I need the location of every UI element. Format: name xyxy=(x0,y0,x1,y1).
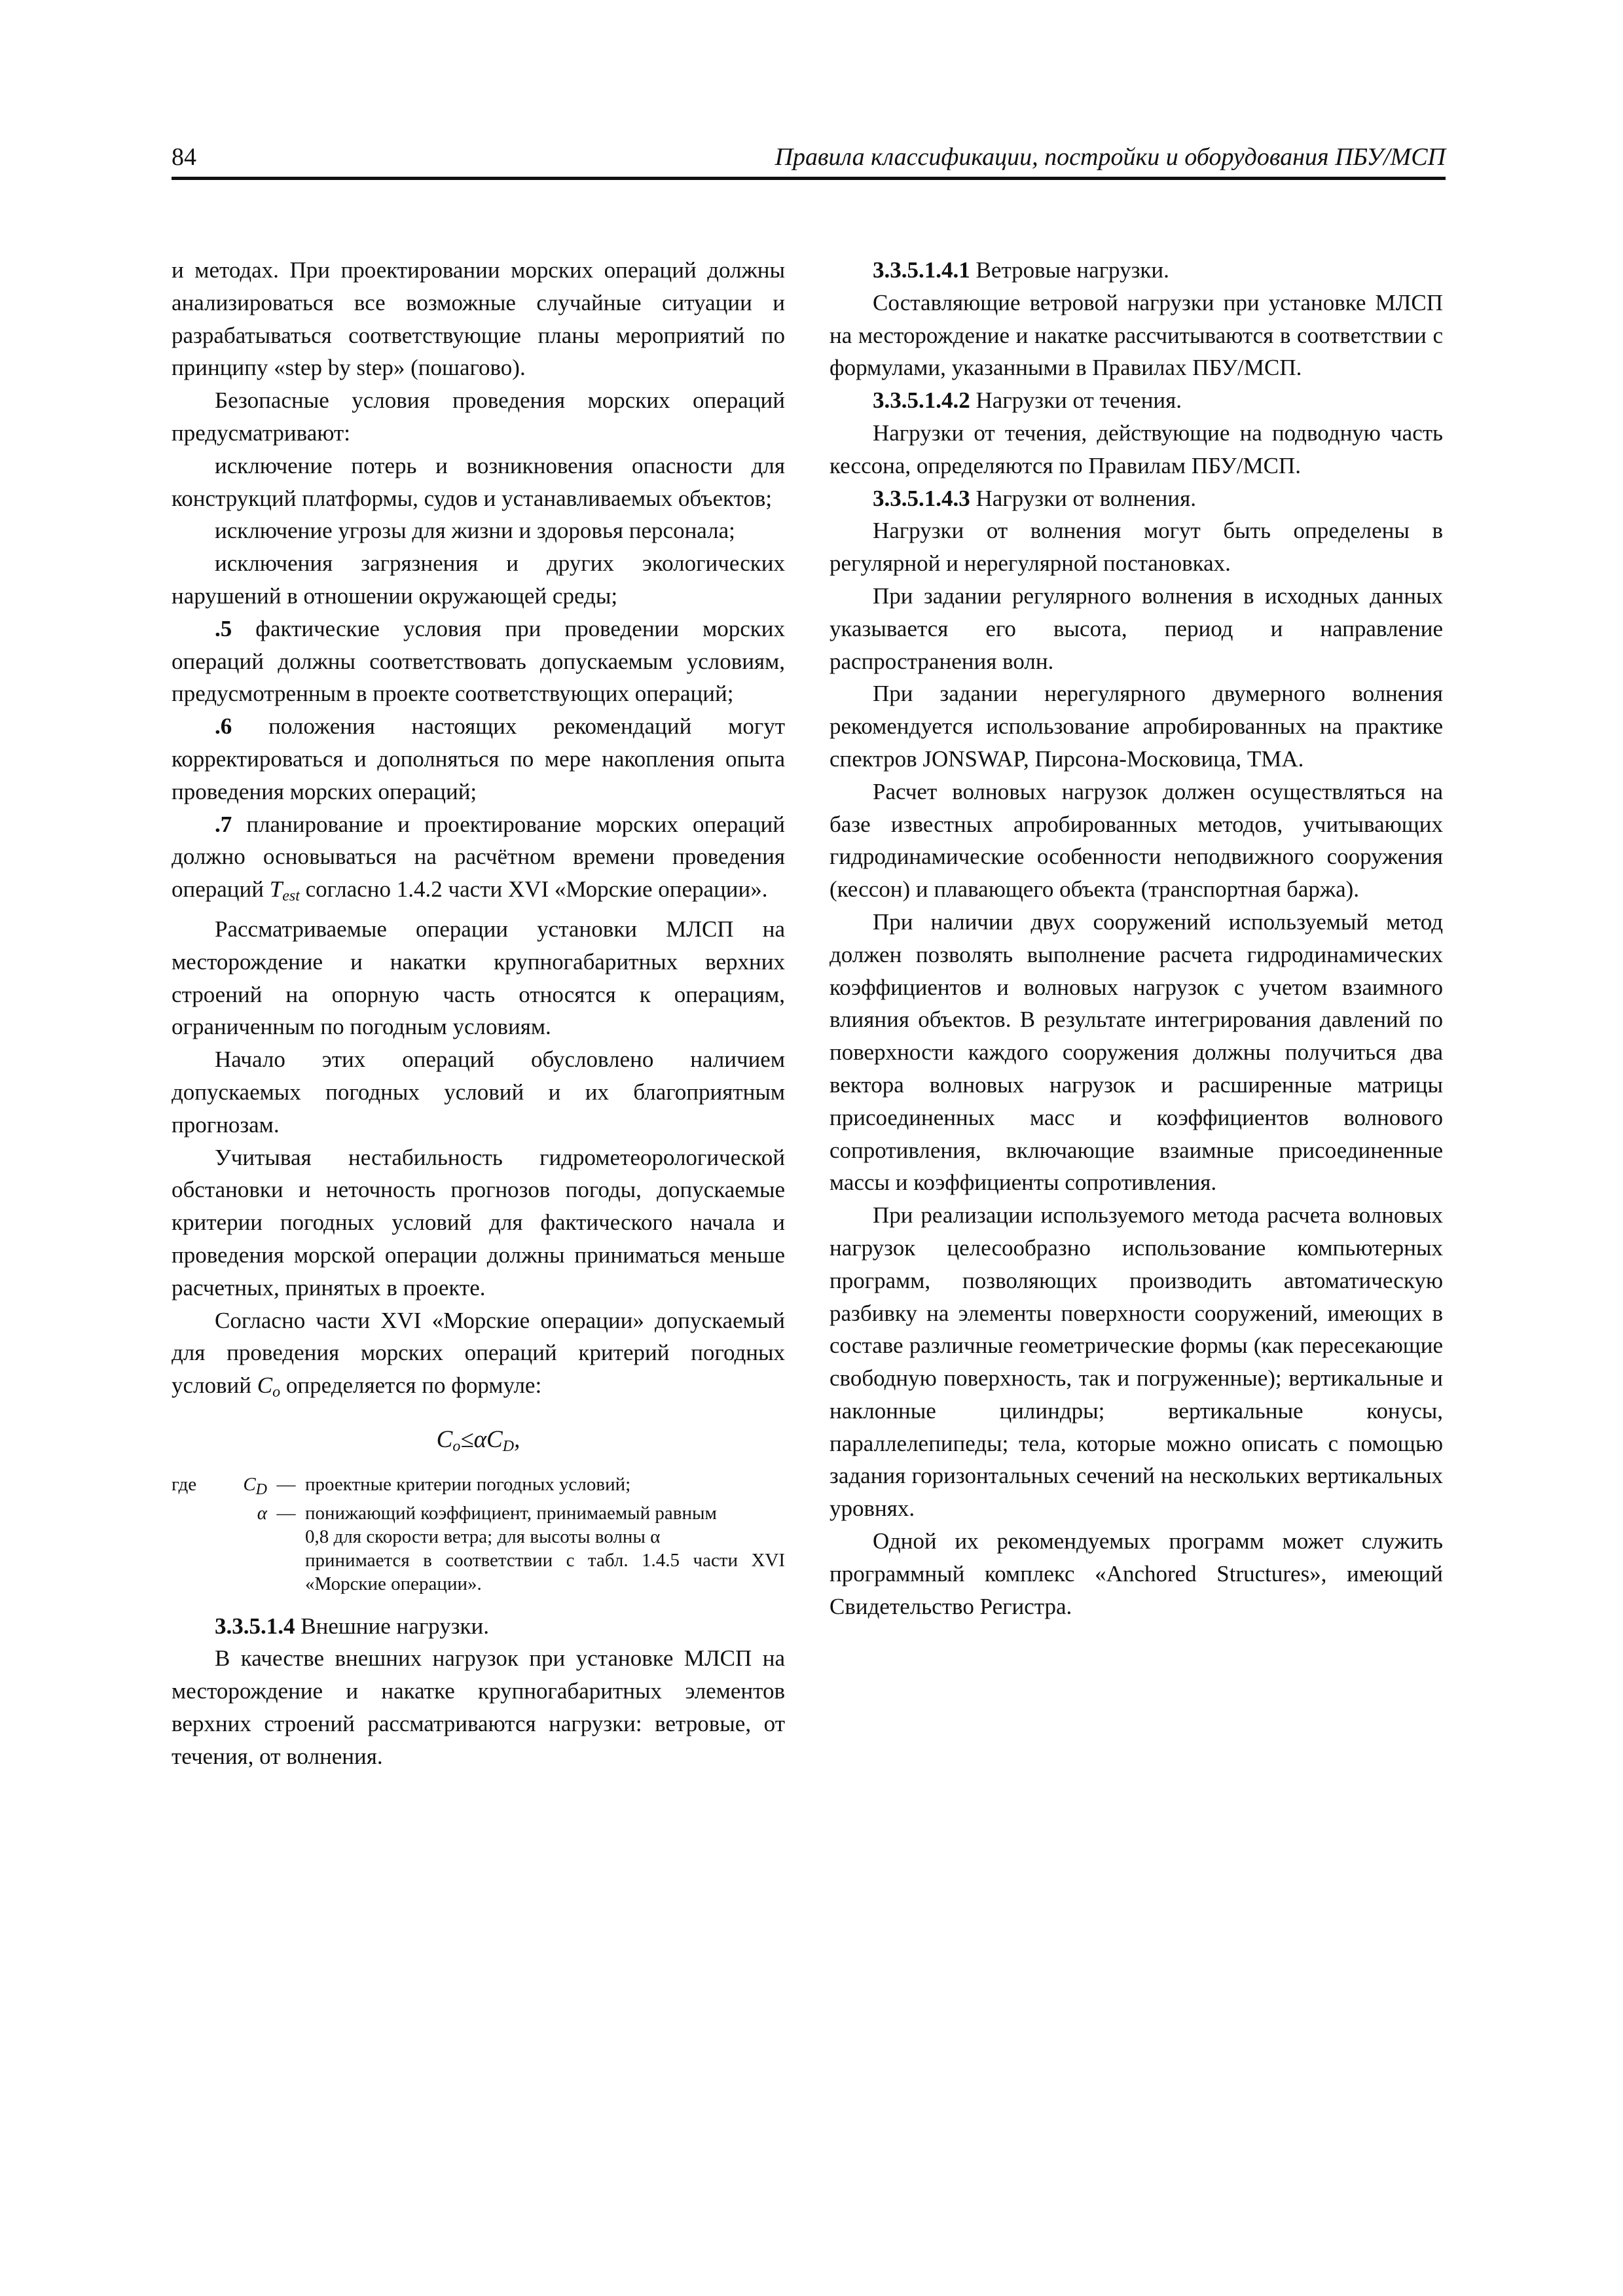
definition-dash: — xyxy=(276,1473,296,1495)
section-heading xyxy=(830,254,1443,287)
time-symbol: T xyxy=(269,876,283,903)
definition-continuation: 0,8 для скорости ветра; для высоты волны α xyxy=(305,1526,661,1547)
formula-rhs: αC xyxy=(473,1426,503,1453)
definition-symbol: α xyxy=(257,1502,267,1524)
definition-continuation: принимается в соответствии с табл. 1.4.5 части XVI «Морские операции». xyxy=(305,1549,785,1594)
where-spacer xyxy=(172,1501,234,1525)
paragraph: Безопасные условия проведения морских операций предусматривают: xyxy=(172,387,785,446)
numbered-item-5 xyxy=(172,613,785,710)
running-title: Правила классификации, постройки и оборудования ПБУ/МСП xyxy=(775,143,1446,171)
item-text: согласно 1.4.2 части XVI «Морские операции». xyxy=(299,876,768,903)
section-title: Ветровые нагрузки. xyxy=(970,257,1169,283)
section-number: 3.3.5.1.4.1 xyxy=(873,257,970,283)
page-header xyxy=(172,139,1446,180)
criterion-subscript: o xyxy=(272,1384,281,1401)
paragraph: При наличии двух сооружений используемый метод должен позволять выполнение расчета гидродинамических коэффициентов и волновых нагрузок с учетом взаимного влияния объектов. В результате интегрирования давлений по поверхности каждого сооружения должны получиться два вектора волновых нагрузок и расширенные матрицы присоединенных масс и коэффициентов волнового сопротивления, включающие взаимные присоединенные массы и коэффициенты сопротивления. xyxy=(830,908,1443,1196)
section-title: Внешние нагрузки. xyxy=(295,1613,490,1639)
paragraph: Нагрузки от течения, действующие на подводную часть кессона, определяются по Правилам ПБУ/МСП. xyxy=(830,420,1443,478)
definition-dash: — xyxy=(276,1502,296,1524)
paragraph xyxy=(172,1304,785,1409)
paragraph: При реализации используемого метода расчета волновых нагрузок целесообразно использование компьютерных программ, позволяющих производить автоматическую разбивку на элементы поверхности сооружений, имеющих в составе различные геометрические формы (как пересекающие свободную поверхность, так и погруженные); вертикальные и наклонные цилиндры; вертикальные конусы, параллелепипеды; тела, которые можно описать с помощью задания горизонтальных сечений на нескольких вертикальных уровнях. xyxy=(830,1202,1443,1522)
paragraph-text: определяется по формуле: xyxy=(280,1372,542,1399)
section-title: Нагрузки от течения. xyxy=(970,387,1182,414)
definition-row xyxy=(172,1501,785,1525)
section-heading xyxy=(830,384,1443,417)
formula-lhs-subscript: o xyxy=(452,1437,461,1455)
paragraph: В качестве внешних нагрузок при установке МЛСП на месторождение и накатке крупногабаритных элементов верхних строений рассматриваются нагрузки: ветровые, от течения, от волнения. xyxy=(172,1645,785,1769)
section-heading xyxy=(172,1610,785,1643)
definition-symbol xyxy=(234,1473,267,1501)
page-number: 84 xyxy=(172,143,196,171)
paragraph: Расчет волновых нагрузок должен осуществляться на базе известных апробированных методов, учитывающих гидродинамические особенности неподвижного сооружения (кессон) и плавающего объекта (транспортная баржа). xyxy=(830,778,1443,903)
left-column xyxy=(172,254,785,1773)
paragraph: Начало этих операций обусловлено наличием допускаемых погодных условий и их благоприятным прогнозам. xyxy=(172,1047,785,1138)
list-item: исключение угрозы для жизни и здоровья персонала; xyxy=(215,518,735,544)
time-subscript: est xyxy=(282,888,300,905)
numbered-item-6 xyxy=(172,710,785,808)
paragraph: Нагрузки от волнения могут быть определены в регулярной и нерегулярной постановках. xyxy=(830,518,1443,577)
section-number: 3.3.5.1.4.3 xyxy=(873,485,970,511)
numbered-item-7 xyxy=(172,808,785,913)
symbol-letter: C xyxy=(243,1473,256,1495)
section-number: 3.3.5.1.4.2 xyxy=(873,387,970,414)
paragraph: и методах. При проектировании морских операций должны анализироваться все возможные случайные ситуации и разрабатываться соответствующие планы мероприятий по принципу «step by step» (пошагово). xyxy=(172,257,785,381)
paragraph: Одной их рекомендуемых программ может служить программный комплекс «Anchored Structures», имеющий Свидетельство Регистра. xyxy=(830,1528,1443,1619)
paragraph-text: Согласно части XVI «Морские операции» допускаемый для проведения морских операций критерий погодных условий xyxy=(172,1307,785,1399)
section-number: 3.3.5.1.4 xyxy=(215,1613,295,1639)
formula xyxy=(172,1424,785,1463)
definition-row xyxy=(172,1473,785,1501)
paragraph: Рассматриваемые операции установки МЛСП на месторождение и накатки крупногабаритных верхних строений на опорную часть относятся к операциям, ограниченным по погодным условиям. xyxy=(172,916,785,1040)
item-number: .7 xyxy=(215,811,232,837)
paragraph: При задании нерегулярного двумерного волнения рекомендуется использование апробированных на практике спектров JONSWAP, Пирсона-Московица, TMA. xyxy=(830,681,1443,772)
item-text: положения настоящих рекомендаций могут корректироваться и дополняться по мере накопления опыта проведения морских операций; xyxy=(172,713,785,804)
right-column xyxy=(830,254,1443,1623)
item-text: фактические условия при проведении морских операций должны соответствовать допускаемым условиям, предусмотренным в проекте соответствующих операций; xyxy=(172,615,785,707)
paragraph: При задании регулярного волнения в исходных данных указывается его высота, период и направление распространения волн. xyxy=(830,583,1443,674)
formula-lhs: C xyxy=(436,1426,453,1453)
section-title: Нагрузки от волнения. xyxy=(970,485,1196,511)
formula-operator: ≤ xyxy=(460,1426,474,1453)
symbol-subscript: D xyxy=(255,1480,267,1498)
item-number: .5 xyxy=(215,615,232,641)
definition-text: проектные критерии погодных условий; xyxy=(305,1473,631,1495)
formula-definitions xyxy=(172,1473,785,1596)
section-heading xyxy=(830,482,1443,515)
list-item: исключение потерь и возникновения опасности для конструкций платформы, судов и устанавливаемых объектов; xyxy=(172,452,785,511)
item-number: .6 xyxy=(215,713,232,740)
formula-tail: , xyxy=(514,1426,520,1453)
paragraph: Учитывая нестабильность гидрометеорологической обстановки и неточность прогнозов погоды, допускаемые критерии погодных условий для фактического начала и проведения морской операции должны приниматься меньше расчетных, принятых в проекте. xyxy=(172,1144,785,1300)
where-label: где xyxy=(172,1473,197,1495)
criterion-symbol: C xyxy=(257,1372,273,1399)
item-text: планирование и проектирование морских операций должно основываться на расчётном времени проведения операций xyxy=(172,811,785,903)
list-item: исключения загрязнения и других экологических нарушений в отношении окружающей среды; xyxy=(172,550,785,609)
formula-rhs-subscript: D xyxy=(502,1437,515,1455)
definition-text: понижающий коэффициент, принимаемый равным xyxy=(305,1502,717,1524)
paragraph: Составляющие ветровой нагрузки при установке МЛСП на месторождение и накатке рассчитываются в соответствии с формулами, указанными в Правилах ПБУ/МСП. xyxy=(830,289,1443,381)
